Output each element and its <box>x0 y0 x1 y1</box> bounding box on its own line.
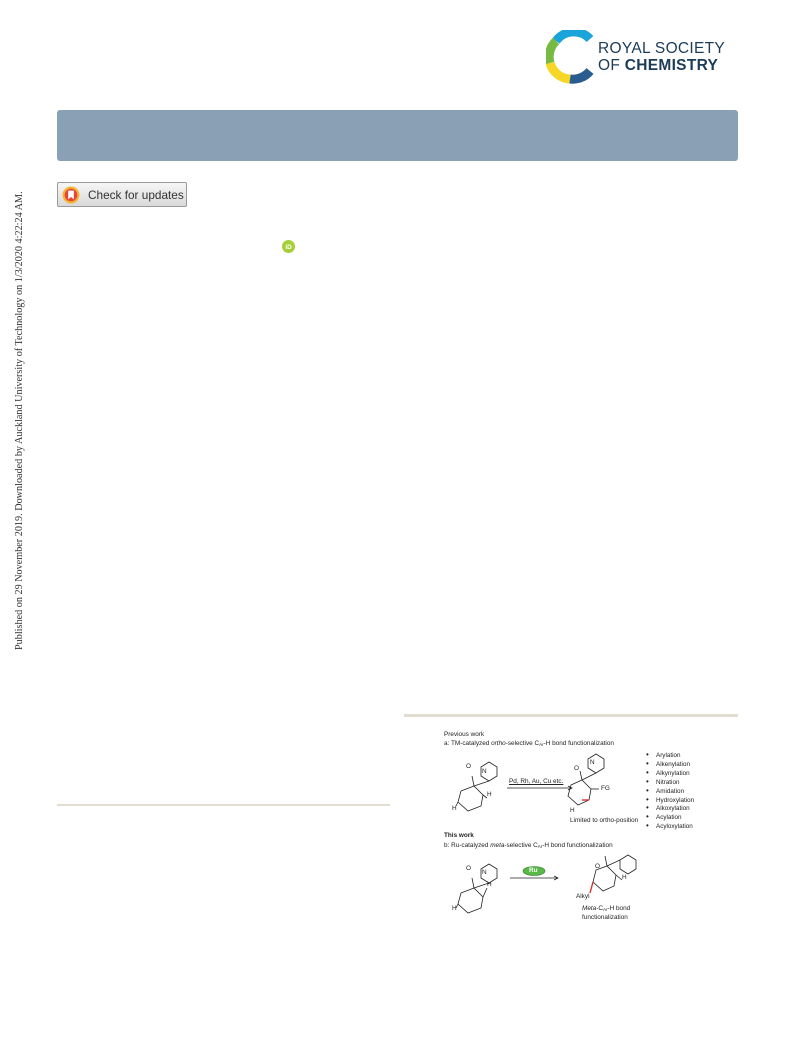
meta-italic: Meta <box>582 905 597 912</box>
part-a-sub: Ar <box>539 742 544 747</box>
part-b-caption <box>444 843 613 850</box>
atom-n-b1: N <box>482 869 487 876</box>
alkyl-label: Alkyl <box>576 893 590 900</box>
reaction-type-item: • Acyloxylation <box>646 822 694 831</box>
atom-h-b1: H <box>487 881 492 888</box>
atom-n-a1: N <box>482 768 487 775</box>
rsc-logo[interactable] <box>546 30 742 84</box>
atom-o-a3: O <box>574 765 579 772</box>
part-b-sub: Ar <box>537 844 543 849</box>
atom-o-a1: O <box>466 763 471 770</box>
reaction-type-item: • Hydroxylation <box>646 796 694 805</box>
part-a-caption <box>444 741 614 748</box>
meta-line2: functionalization <box>582 914 628 921</box>
reaction-type-item: • Alkynylation <box>646 769 694 778</box>
orcid-label: iD <box>285 244 292 251</box>
logo-line2-prefix: OF <box>598 57 625 74</box>
meta-mid: -C <box>596 905 603 912</box>
atom-h-a1: H <box>487 791 492 798</box>
reaction-type-item: • Alkenylation <box>646 760 694 769</box>
reaction-type-item: • Nitration <box>646 778 694 787</box>
previous-work-title: Previous work <box>444 731 485 738</box>
logo-line1: ROYAL SOCIETY <box>598 40 726 57</box>
orcid-icon[interactable] <box>282 240 295 253</box>
fg-label: FG <box>601 785 610 792</box>
limited-label: Limited to ortho-position <box>570 817 639 824</box>
logo-line2-bold: CHEMISTRY <box>624 57 719 74</box>
meta-suffix: -H bond <box>607 905 631 912</box>
atom-h-b3: H <box>622 874 627 881</box>
reaction-type-item: • Arylation <box>646 751 694 760</box>
logo-line2 <box>598 57 718 75</box>
part-a-suffix: -H bond functionalization <box>543 740 614 747</box>
article-type-banner <box>57 110 738 161</box>
meta-sub: Ar <box>602 907 608 912</box>
atom-n-a3: N <box>590 759 595 766</box>
reaction-scheme-figure <box>436 728 726 928</box>
atom-h-b2: H <box>452 905 457 912</box>
part-b-italic: meta <box>490 842 505 849</box>
check-for-updates-label: Check for updates <box>88 187 184 202</box>
reaction-types-list <box>646 751 694 831</box>
reaction-type-item: • Acylation <box>646 813 694 822</box>
section-divider-right <box>404 714 738 717</box>
meta-caption <box>582 906 630 913</box>
part-a-prefix: a: TM-catalyzed <box>444 740 492 747</box>
check-for-updates-button[interactable] <box>57 182 187 207</box>
catalysts-label: Pd, Rh, Au, Cu etc. <box>509 778 564 785</box>
part-b-suffix: -H bond functionalization <box>542 842 613 849</box>
rsc-logo-mark <box>546 30 596 84</box>
part-a-italic: ortho <box>491 740 506 747</box>
this-work-title: This work <box>444 832 474 839</box>
part-b-mid: -selective C <box>504 842 538 849</box>
reaction-type-item: • Alkoxylation <box>646 804 694 813</box>
download-note-text: Published on 29 November 2019. Downloaded by Auckland University of Technology on 1/3/2020 4:22:24 AM. <box>14 191 25 650</box>
bookmark-icon <box>62 186 80 204</box>
atom-o-b1: O <box>466 865 471 872</box>
atom-o-b3: O <box>595 863 600 870</box>
ru-label: Ru <box>529 867 538 874</box>
section-divider-left <box>57 804 390 806</box>
atom-h-a3: H <box>570 807 575 814</box>
part-b-prefix: b: Ru-catalyzed <box>444 842 491 849</box>
download-note <box>4 160 24 650</box>
part-a-mid: -selective C <box>505 740 540 747</box>
atom-h-a2: H <box>452 805 457 812</box>
reaction-type-item: • Amidation <box>646 787 694 796</box>
